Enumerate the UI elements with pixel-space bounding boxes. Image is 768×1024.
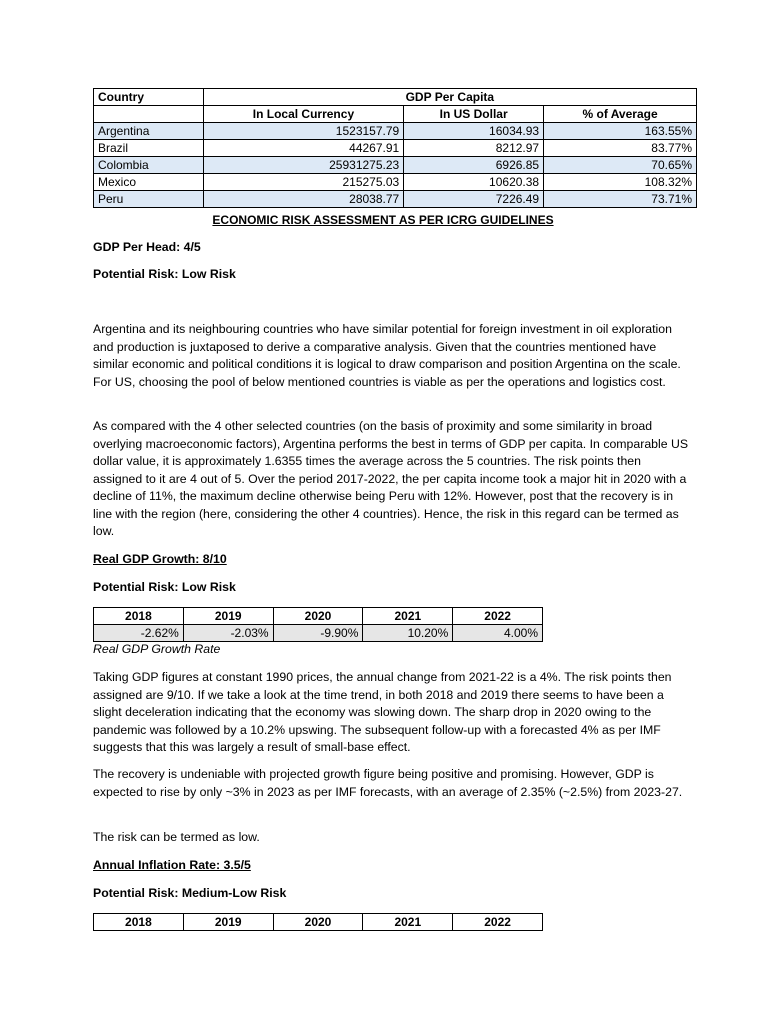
usd-cell: 10620.38	[404, 174, 544, 191]
year-header: 2021	[363, 914, 453, 931]
usd-cell: 7226.49	[404, 191, 544, 208]
year-header: 2018	[94, 914, 184, 931]
real-gdp-growth-table	[93, 607, 543, 642]
country-cell: Mexico	[94, 174, 204, 191]
paragraph-recovery: The recovery is undeniable with projected growth figure being positive and promising. However, GDP is expected to rise by only ~3% in 2023 as per IMF forecasts, with an average of 2.35% (~2.5%) from 2023-27.	[93, 767, 683, 799]
year-header: 2020	[273, 914, 363, 931]
country-cell: Peru	[94, 191, 204, 208]
local-cell: 215275.03	[203, 174, 404, 191]
pct-cell: 73.71%	[544, 191, 697, 208]
inflation-heading: Annual Inflation Rate: 3.5/5	[93, 858, 251, 872]
table-row	[94, 174, 697, 191]
growth-value: -2.62%	[94, 625, 184, 642]
inflation-table	[93, 913, 543, 931]
paragraph-gdp-per-capita: As compared with the 4 other selected countries (on the basis of proximity and some similarity in broad overlying macroeconomic factors), Argentina performs the best in terms of GDP per capita. In comparable US dollar value, it is approximately 1.6355 times the average across the 5 countries. The risk points then assigned to it are 4 out of 5. Over the period 2017-2022, the per capita income took a major hit in 2020 with a decline of 11%, the maximum decline otherwise being Peru with 12%. However, post that the recovery is in line with the region (here, considering the other 4 countries). Hence, the risk in this regard can be termed as low.	[93, 419, 689, 538]
paragraph-comparison: Argentina and its neighbouring countries who have similar potential for foreign investment in oil exploration and production is juxtaposed to derive a comparative analysis. Given that the countries mentioned have similar economic and political conditions it is logical to draw comparison and position Argentina on the scale. For US, choosing the pool of below mentioned countries is viable as per the operations and logistics cost.	[93, 322, 681, 389]
pct-cell: 163.55%	[544, 123, 697, 140]
year-header: 2020	[273, 608, 363, 625]
year-header: 2022	[453, 608, 543, 625]
table-row	[94, 123, 697, 140]
subheader-local: In Local Currency	[203, 106, 404, 123]
pct-cell: 70.65%	[544, 157, 697, 174]
usd-cell: 8212.97	[404, 140, 544, 157]
year-header: 2019	[183, 608, 273, 625]
col-country-header: Country	[94, 89, 204, 106]
inflation-risk: Potential Risk: Medium-Low Risk	[93, 886, 287, 900]
growth-value: 4.00%	[453, 625, 543, 642]
empty-cell	[94, 106, 204, 123]
table-row	[94, 157, 697, 174]
real-gdp-growth-heading: Real GDP Growth: 8/10	[93, 552, 227, 566]
section-title: ECONOMIC RISK ASSESSMENT AS PER ICRG GUIDELINES	[212, 213, 554, 227]
year-header: 2022	[453, 914, 543, 931]
gdp-per-capita-table	[93, 88, 697, 208]
table-row	[94, 191, 697, 208]
real-gdp-growth-risk: Potential Risk: Low Risk	[93, 580, 236, 594]
usd-cell: 16034.93	[404, 123, 544, 140]
local-cell: 44267.91	[203, 140, 404, 157]
country-cell: Argentina	[94, 123, 204, 140]
year-header: 2018	[94, 608, 184, 625]
growth-value: -9.90%	[273, 625, 363, 642]
subheader-usd: In US Dollar	[404, 106, 544, 123]
usd-cell: 6926.85	[404, 157, 544, 174]
year-header: 2021	[363, 608, 453, 625]
growth-value: 10.20%	[363, 625, 453, 642]
paragraph-risk-low: The risk can be termed as low.	[93, 830, 260, 844]
col-group-header: GDP Per Capita	[203, 89, 696, 106]
country-cell: Brazil	[94, 140, 204, 157]
local-cell: 1523157.79	[203, 123, 404, 140]
table-row	[94, 140, 697, 157]
year-header: 2019	[183, 914, 273, 931]
table-caption: Real GDP Growth Rate	[93, 642, 221, 656]
local-cell: 25931275.23	[203, 157, 404, 174]
gdp-per-head-risk: Potential Risk: Low Risk	[93, 267, 236, 281]
paragraph-constant-prices: Taking GDP figures at constant 1990 prices, the annual change from 2021-22 is a 4%. The risk points then assigned are 9/10. If we take a look at the time trend, in both 2018 and 2019 there seems to have been a slight deceleration indicating that the economy was slowing down. The sharp drop in 2020 owing to the pandemic was followed by a 10.2% upswing. The subsequent follow-up with a forecasted 4% as per IMF suggests that this was largely a result of small-base effect.	[93, 670, 672, 754]
local-cell: 28038.77	[203, 191, 404, 208]
pct-cell: 83.77%	[544, 140, 697, 157]
country-cell: Colombia	[94, 157, 204, 174]
subheader-pct: % of Average	[544, 106, 697, 123]
pct-cell: 108.32%	[544, 174, 697, 191]
growth-value: -2.03%	[183, 625, 273, 642]
gdp-per-head-heading: GDP Per Head: 4/5	[93, 240, 201, 254]
